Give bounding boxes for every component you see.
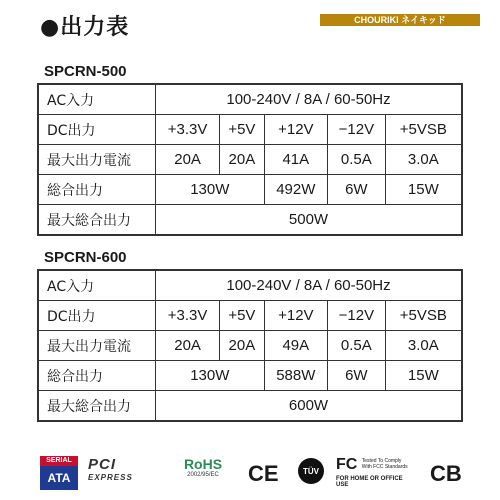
model-name: SPCRN-500 xyxy=(44,63,127,80)
rohs-logo xyxy=(180,456,226,492)
cb-logo: CB xyxy=(430,461,462,486)
current-cell: 3.0A xyxy=(385,331,462,361)
current-cell: 41A xyxy=(264,145,327,175)
combined-cell: 6W xyxy=(328,361,386,391)
current-row xyxy=(38,145,462,175)
header xyxy=(40,4,480,44)
sata-top-text: SERIAL xyxy=(40,456,78,466)
rohs-top-text: RoHS xyxy=(183,456,223,472)
rail-cell: +5V xyxy=(220,301,264,331)
current-row xyxy=(38,331,462,361)
current-label: 最大出力電流 xyxy=(38,145,156,175)
fcc-mark: FC xyxy=(336,456,358,473)
combined-cell: 6W xyxy=(328,175,386,205)
current-cell: 0.5A xyxy=(328,331,386,361)
max-row xyxy=(38,391,462,422)
certification-logos xyxy=(40,456,460,494)
dc-label: DC出力 xyxy=(38,301,156,331)
max-label: 最大総合出力 xyxy=(38,205,156,236)
fcc-bottom-text: FOR HOME OR OFFICE USE xyxy=(336,476,403,488)
serial-ata-logo xyxy=(40,456,78,492)
fcc-logo xyxy=(336,456,416,492)
current-cell: 3.0A xyxy=(385,145,462,175)
page-title: ●出力表 xyxy=(40,15,130,40)
brand-badge: CHOURIKI ネイキッド xyxy=(320,14,480,26)
ac-row xyxy=(38,84,462,115)
combined-row xyxy=(38,361,462,391)
combined-cell: 15W xyxy=(385,175,462,205)
pci-express-logo xyxy=(88,456,158,492)
ac-label: AC入力 xyxy=(38,270,156,301)
current-label: 最大出力電流 xyxy=(38,331,156,361)
combined-cell: 130W xyxy=(156,361,265,391)
model-name: SPCRN-600 xyxy=(44,249,127,266)
current-cell: 20A xyxy=(156,145,220,175)
combined-cell: 588W xyxy=(264,361,327,391)
current-cell: 0.5A xyxy=(328,145,386,175)
combined-label: 総合出力 xyxy=(38,361,156,391)
tuv-logo xyxy=(296,456,326,486)
pcie-top-text: PCI xyxy=(88,456,117,473)
combined-cell: 130W xyxy=(156,175,265,205)
current-cell: 20A xyxy=(156,331,220,361)
max-row xyxy=(38,205,462,236)
max-value: 600W xyxy=(156,391,463,422)
combined-label: 総合出力 xyxy=(38,175,156,205)
current-cell: 20A xyxy=(220,145,264,175)
rohs-bottom-text: 2002/95/EC xyxy=(187,472,219,478)
spec-table xyxy=(37,269,463,422)
ce-logo: CE xyxy=(248,461,279,486)
rail-cell: −12V xyxy=(328,301,386,331)
rail-cell: +3.3V xyxy=(156,301,220,331)
rail-cell: +5VSB xyxy=(385,115,462,145)
spec-table xyxy=(37,83,463,236)
max-value: 500W xyxy=(156,205,463,236)
ac-value: 100-240V / 8A / 60-50Hz xyxy=(156,270,463,301)
current-cell: 20A xyxy=(220,331,264,361)
combined-cell: 492W xyxy=(264,175,327,205)
combined-cell: 15W xyxy=(385,361,462,391)
rail-cell: +5V xyxy=(220,115,264,145)
dc-label: DC出力 xyxy=(38,115,156,145)
combined-row xyxy=(38,175,462,205)
ac-row xyxy=(38,270,462,301)
pcie-bottom-text: EXPRESS xyxy=(88,473,133,482)
rail-cell: +5VSB xyxy=(385,301,462,331)
max-label: 最大総合出力 xyxy=(38,391,156,422)
tuv-text: TÜV xyxy=(303,467,319,476)
fcc-note: Tested To Comply With FCC Standards xyxy=(361,458,408,470)
rail-cell: +3.3V xyxy=(156,115,220,145)
rail-cell: +12V xyxy=(264,115,327,145)
ac-value: 100-240V / 8A / 60-50Hz xyxy=(156,84,463,115)
dc-row xyxy=(38,301,462,331)
sata-bottom-text: ATA xyxy=(40,466,78,490)
rail-cell: +12V xyxy=(264,301,327,331)
current-cell: 49A xyxy=(264,331,327,361)
dc-row xyxy=(38,115,462,145)
rail-cell: −12V xyxy=(328,115,386,145)
ac-label: AC入力 xyxy=(38,84,156,115)
